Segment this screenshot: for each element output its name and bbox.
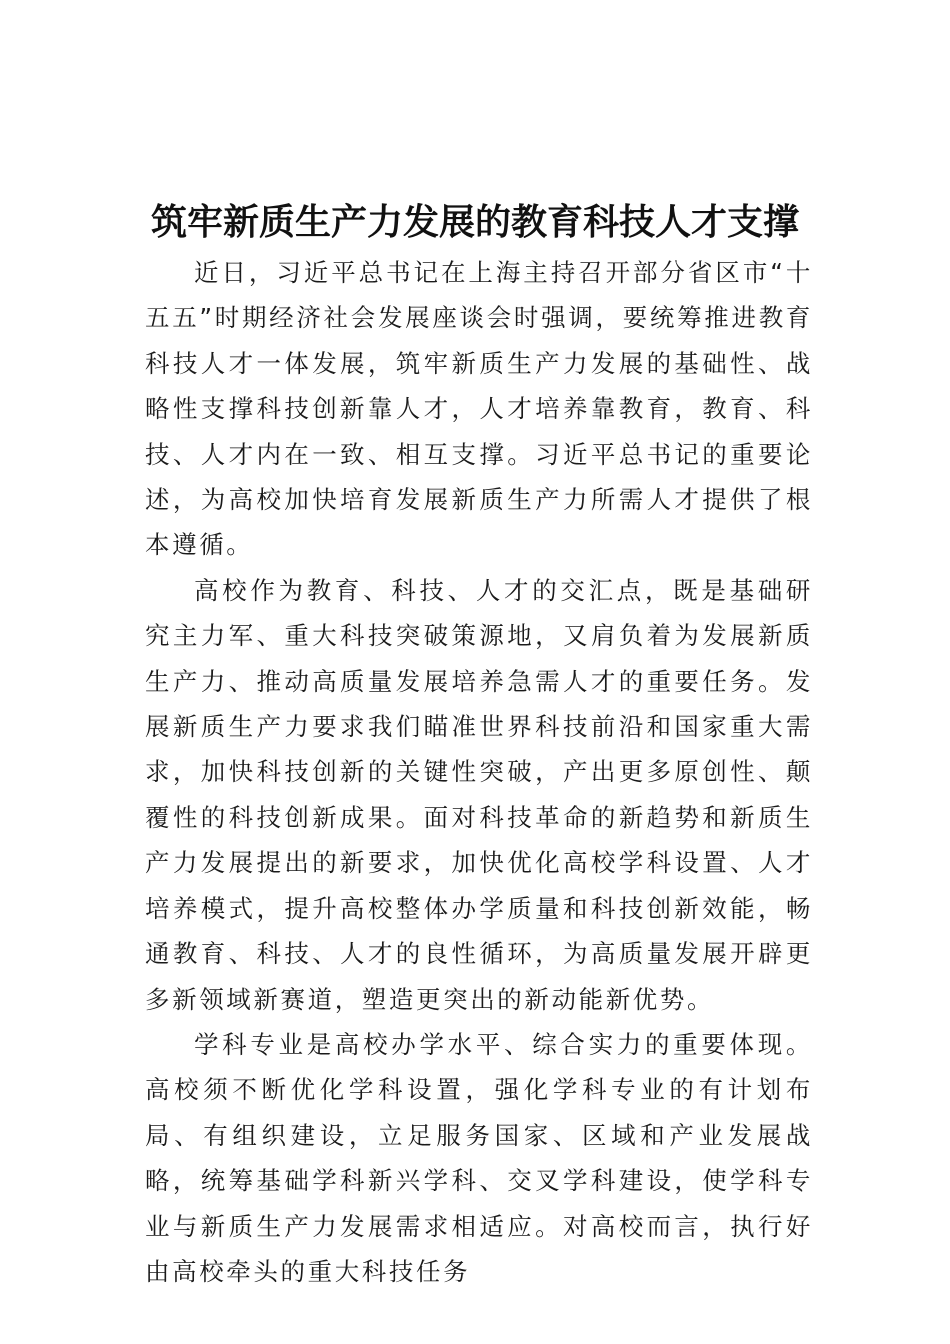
document-body (145, 250, 813, 1294)
paragraph-2: 高校作为教育、科技、人才的交汇点，既是基础研究主力军、重大科技突破策源地，又肩负着为发展新质生产力、推动高质量发展培养急需人才的重要任务。发展新质生产力要求我们瞄准世界科技前沿和国家重大需求，加快科技创新的关键性突破，产出更多原创性、颠覆性的科技创新成果。面对科技革命的新趋势和新质生产力发展提出的新要求，加快优化高校学科设置、人才培养模式，提升高校整体办学质量和科技创新效能，畅通教育、科技、人才的良性循环，为高质量发展开辟更多新领域新赛道，塑造更突出的新动能新优势。 (145, 575, 813, 1014)
document-title: 筑牢新质生产力发展的教育科技人才支撑 (150, 201, 799, 244)
paragraph-1: 近日，习近平总书记在上海主持召开部分省区市“十五五”时期经济社会发展座谈会时强调，要统筹推进教育科技人才一体发展，筑牢新质生产力发展的基础性、战略性支撑科技创新靠人才，人才培养靠教育，教育、科技、人才内在一致、相互支撑。习近平总书记的重要论述，为高校加快培育发展新质生产力所需人才提供了根本遵循。 (145, 258, 813, 560)
paragraph-3: 学科专业是高校办学水平、综合实力的重要体现。高校须不断优化学科设置，强化学科专业的有计划布局、有组织建设，立足服务国家、区域和产业发展战略，统筹基础学科新兴学科、交叉学科建设，使学科专业与新质生产力发展需求相适应。对高校而言，执行好由高校牵头的重大科技任务 (145, 1029, 813, 1286)
